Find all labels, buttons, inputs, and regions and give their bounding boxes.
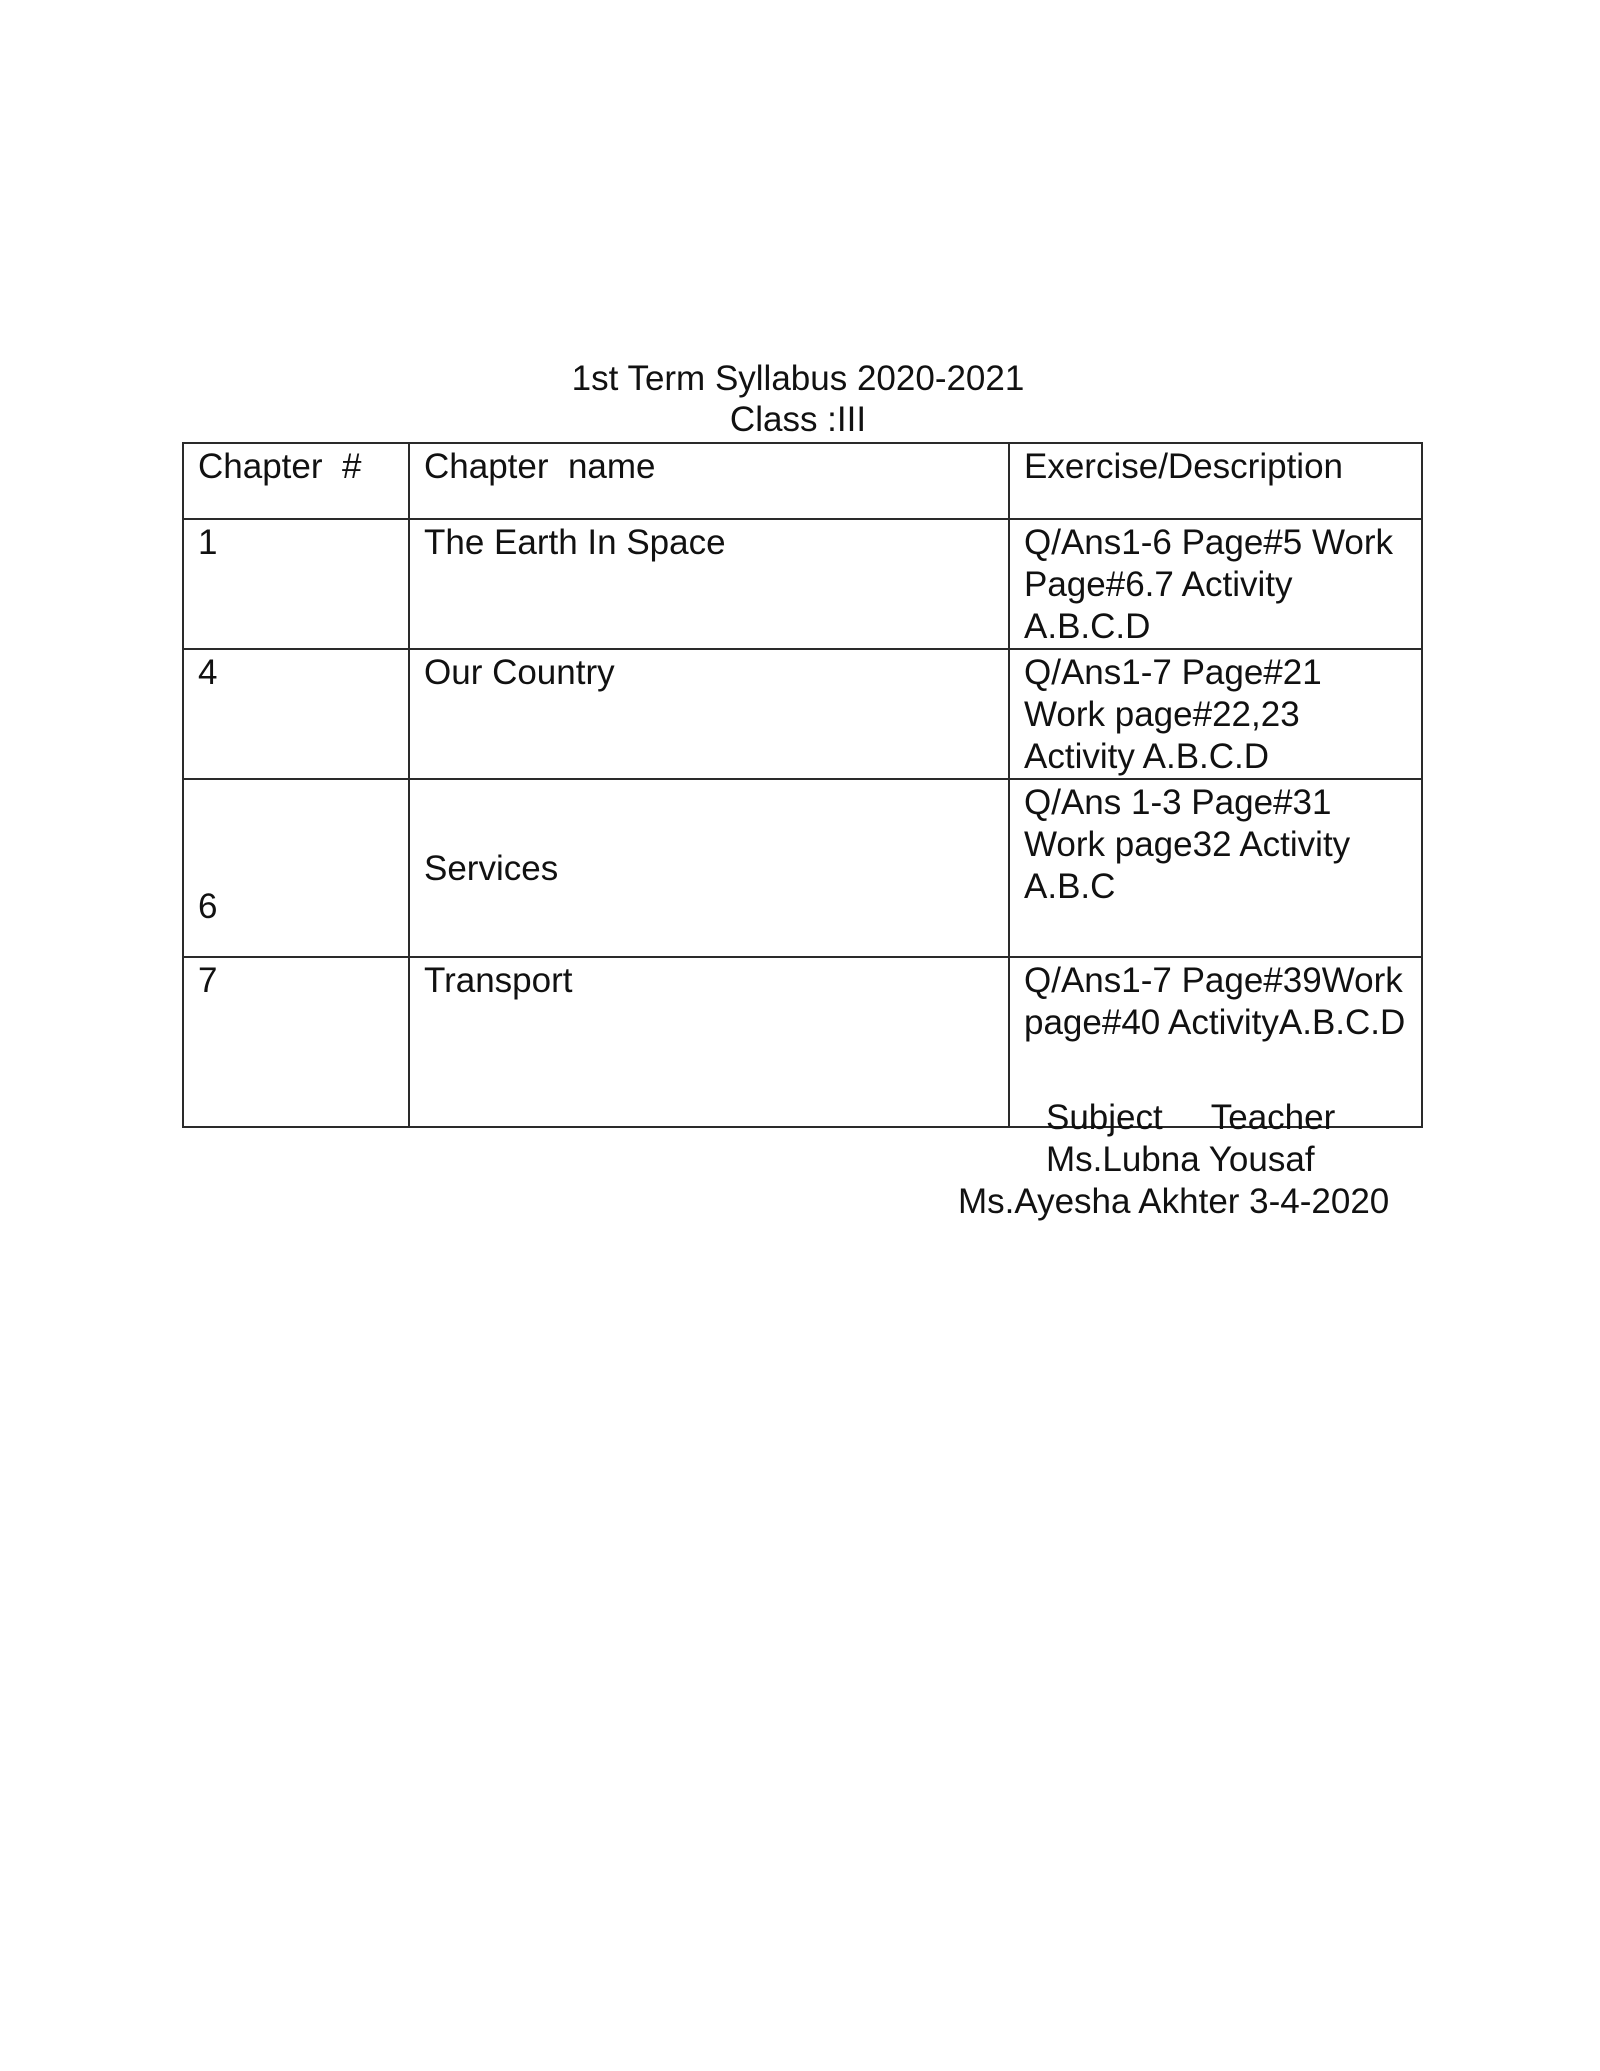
chapter-name-cell: Our Country: [409, 649, 1009, 779]
exercise-cell: Q/Ans1-7 Page#21 Work page#22,23 Activity A.B.C.D: [1009, 649, 1422, 779]
header-chapter-name: Chapter name: [409, 443, 1009, 519]
chapter-number-cell: 7: [183, 957, 409, 1127]
syllabus-table: [182, 442, 1423, 1128]
signature-teacher-2-date: Ms.Ayesha Akhter 3-4-2020: [958, 1182, 1390, 1221]
chapter-number-cell: 1: [183, 519, 409, 649]
exercise-cell: Q/Ans1-7 Page#39Work page#40 ActivityA.B.C.D: [1009, 957, 1422, 1127]
chapter-number-cell: 6: [183, 779, 409, 957]
header-chapter-number: Chapter #: [183, 443, 409, 519]
table-row: [183, 779, 1422, 957]
exercise-cell: Q/Ans1-6 Page#5 Work Page#6.7 Activity A.B.C.D: [1009, 519, 1422, 649]
table-row: [183, 649, 1422, 779]
chapter-name-cell: Services: [409, 779, 1009, 957]
chapter-number-cell: 4: [183, 649, 409, 779]
signature-teacher-1: Ms.Lubna Yousaf: [1046, 1140, 1315, 1179]
table-row: [183, 519, 1422, 649]
chapter-name-cell: The Earth In Space: [409, 519, 1009, 649]
chapter-name-cell: Transport: [409, 957, 1009, 1127]
document-title: 1st Term Syllabus 2020-2021: [571, 359, 1025, 398]
header-exercise: Exercise/Description: [1009, 443, 1422, 519]
table-header-row: [183, 443, 1422, 519]
exercise-cell: Q/Ans 1-3 Page#31 Work page32 Activity A.B.C: [1009, 779, 1422, 957]
class-label: Class :III: [729, 400, 867, 439]
signature-role: Subject Teacher: [1046, 1098, 1336, 1137]
